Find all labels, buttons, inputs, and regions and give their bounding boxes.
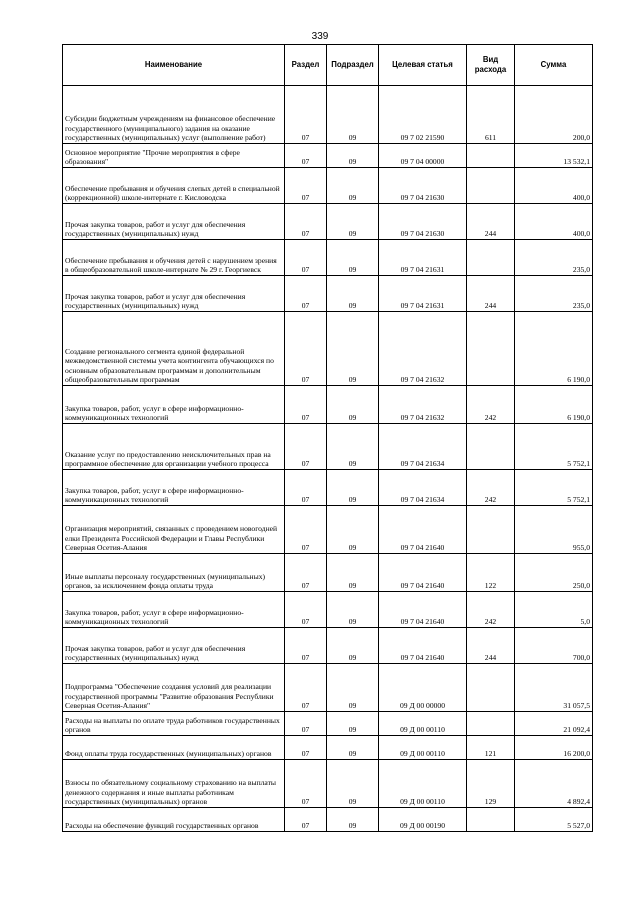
row-subsection: 09: [327, 470, 379, 506]
table-row: [63, 386, 593, 424]
row-name: Расходы на выплаты по оплате труда работников государственных органов: [63, 712, 285, 736]
row-name: Фонд оплаты труда государственных (муниципальных) органов: [63, 736, 285, 760]
row-subsection: 09: [327, 712, 379, 736]
row-target-article: 09 7 04 21630: [379, 204, 467, 240]
row-target-article: 09 7 02 21590: [379, 86, 467, 144]
row-amount: 13 532,1: [515, 144, 593, 168]
page-number: 339: [311, 31, 329, 42]
row-amount: 4 892,4: [515, 760, 593, 808]
row-name: Подпрограмма "Обеспечение создания условий для реализации государственной программы "Развитие образования Республики Северная Осетия-Алания": [63, 664, 285, 712]
row-section: 07: [285, 712, 327, 736]
row-amount: 235,0: [515, 240, 593, 276]
row-name: Основное мероприятие "Прочие мероприятия в сфере образования": [63, 144, 285, 168]
row-section: 07: [285, 386, 327, 424]
row-name: Иные выплаты персоналу государственных (муниципальных) органов, за исключением фонда оплаты труда: [63, 554, 285, 592]
header-expense-type: Вид расхода: [467, 45, 515, 86]
row-section: 07: [285, 664, 327, 712]
row-name: Взносы по обязательному социальному страхованию на выплаты денежного содержания и иные выплаты работникам государственных (муниципальных) органов: [63, 760, 285, 808]
row-subsection: 09: [327, 204, 379, 240]
row-name: Создание регионального сегмента единой федеральной межведомственной системы учета контингента обучающихся по основным образовательным программам и дополнительным общеобразовательным программам: [63, 312, 285, 386]
row-amount: 250,0: [515, 554, 593, 592]
row-section: 07: [285, 808, 327, 832]
row-expense-type: 122: [467, 554, 515, 592]
row-amount: 955,0: [515, 506, 593, 554]
row-subsection: 09: [327, 168, 379, 204]
table-row: [63, 592, 593, 628]
row-section: 07: [285, 760, 327, 808]
row-target-article: 09 7 04 21632: [379, 386, 467, 424]
row-target-article: 09 Д 00 00110: [379, 712, 467, 736]
row-expense-type: 244: [467, 204, 515, 240]
row-amount: 700,0: [515, 628, 593, 664]
row-name: Прочая закупка товаров, работ и услуг для обеспечения государственных (муниципальных) нужд: [63, 276, 285, 312]
table-row: [63, 712, 593, 736]
row-subsection: 09: [327, 760, 379, 808]
row-section: 07: [285, 628, 327, 664]
row-target-article: 09 Д 00 00110: [379, 760, 467, 808]
row-expense-type: [467, 312, 515, 386]
row-subsection: 09: [327, 736, 379, 760]
row-subsection: 09: [327, 144, 379, 168]
row-name: Закупка товаров, работ, услуг в сфере информационно-коммуникационных технологий: [63, 386, 285, 424]
row-amount: 5 752,1: [515, 424, 593, 470]
row-expense-type: [467, 808, 515, 832]
row-subsection: 09: [327, 554, 379, 592]
row-amount: 16 200,0: [515, 736, 593, 760]
table-row: [63, 506, 593, 554]
row-section: 07: [285, 168, 327, 204]
row-target-article: 09 7 04 21631: [379, 240, 467, 276]
row-target-article: 09 Д 00 00190: [379, 808, 467, 832]
row-expense-type: 121: [467, 736, 515, 760]
row-amount: 5,0: [515, 592, 593, 628]
row-expense-type: [467, 168, 515, 204]
row-name: Субсидии бюджетным учреждениям на финансовое обеспечение государственного (муниципального) задания на оказание государственных (муниципальных) услуг (выполнение работ): [63, 86, 285, 144]
row-amount: 400,0: [515, 168, 593, 204]
header-target-article: Целевая статья: [379, 45, 467, 86]
row-target-article: 09 7 04 21631: [379, 276, 467, 312]
row-target-article: 09 7 04 21632: [379, 312, 467, 386]
row-amount: 21 092,4: [515, 712, 593, 736]
row-section: 07: [285, 276, 327, 312]
row-amount: 235,0: [515, 276, 593, 312]
table-row: [63, 86, 593, 144]
row-section: 07: [285, 554, 327, 592]
table-row: [63, 628, 593, 664]
table-row: [63, 276, 593, 312]
row-expense-type: [467, 240, 515, 276]
row-amount: 6 190,0: [515, 312, 593, 386]
row-target-article: 09 7 04 21630: [379, 168, 467, 204]
row-target-article: 09 7 04 21640: [379, 628, 467, 664]
table-row: [63, 240, 593, 276]
row-expense-type: 611: [467, 86, 515, 144]
row-name: Закупка товаров, работ, услуг в сфере информационно-коммуникационных технологий: [63, 470, 285, 506]
row-target-article: 09 7 04 21640: [379, 506, 467, 554]
table-header-row: [63, 45, 593, 86]
table-row: [63, 554, 593, 592]
header-amount: Сумма: [515, 45, 593, 86]
row-target-article: 09 7 04 21640: [379, 554, 467, 592]
row-section: 07: [285, 144, 327, 168]
row-amount: 200,0: [515, 86, 593, 144]
row-subsection: 09: [327, 664, 379, 712]
row-target-article: 09 Д 00 00000: [379, 664, 467, 712]
table-row: [63, 470, 593, 506]
row-section: 07: [285, 592, 327, 628]
budget-table: [62, 44, 593, 832]
row-section: 07: [285, 312, 327, 386]
row-section: 07: [285, 240, 327, 276]
table-row: [63, 144, 593, 168]
row-section: 07: [285, 424, 327, 470]
row-amount: 5 527,0: [515, 808, 593, 832]
header-subsection: Подраздел: [327, 45, 379, 86]
row-section: 07: [285, 470, 327, 506]
row-name: Обеспечение пребывания и обучения слепых детей в специальной (коррекционной) школе-интернате г. Кисловодска: [63, 168, 285, 204]
row-expense-type: 244: [467, 628, 515, 664]
row-name: Прочая закупка товаров, работ и услуг для обеспечения государственных (муниципальных) нужд: [63, 204, 285, 240]
row-subsection: 09: [327, 276, 379, 312]
row-expense-type: 242: [467, 470, 515, 506]
row-target-article: 09 7 04 21634: [379, 470, 467, 506]
table-row: [63, 664, 593, 712]
row-subsection: 09: [327, 240, 379, 276]
row-subsection: 09: [327, 424, 379, 470]
row-name: Оказание услуг по предоставлению неисключительных прав на программное обеспечение для организации учебного процесса: [63, 424, 285, 470]
row-expense-type: [467, 712, 515, 736]
row-amount: 5 752,1: [515, 470, 593, 506]
row-expense-type: 242: [467, 386, 515, 424]
row-amount: 31 057,5: [515, 664, 593, 712]
table-row: [63, 760, 593, 808]
row-subsection: 09: [327, 386, 379, 424]
table-row: [63, 312, 593, 386]
row-amount: 400,0: [515, 204, 593, 240]
row-expense-type: 244: [467, 276, 515, 312]
row-subsection: 09: [327, 506, 379, 554]
row-section: 07: [285, 506, 327, 554]
row-expense-type: [467, 506, 515, 554]
row-amount: 6 190,0: [515, 386, 593, 424]
table-row: [63, 736, 593, 760]
row-name: Прочая закупка товаров, работ и услуг для обеспечения государственных (муниципальных) нужд: [63, 628, 285, 664]
row-expense-type: [467, 424, 515, 470]
row-name: Расходы на обеспечение функций государственных органов: [63, 808, 285, 832]
row-target-article: 09 7 04 21634: [379, 424, 467, 470]
table-row: [63, 424, 593, 470]
row-subsection: 09: [327, 592, 379, 628]
row-section: 07: [285, 204, 327, 240]
row-subsection: 09: [327, 86, 379, 144]
row-target-article: 09 7 04 21640: [379, 592, 467, 628]
row-name: Закупка товаров, работ, услуг в сфере информационно-коммуникационных технологий: [63, 592, 285, 628]
row-target-article: 09 Д 00 00110: [379, 736, 467, 760]
row-expense-type: [467, 664, 515, 712]
table-row: [63, 168, 593, 204]
row-target-article: 09 7 04 00000: [379, 144, 467, 168]
row-subsection: 09: [327, 628, 379, 664]
row-name: Организация мероприятий, связанных с проведением новогодней елки Президента Российской Федерации и Главы Республики Северная Осетия-Алания: [63, 506, 285, 554]
header-section: Раздел: [285, 45, 327, 86]
row-expense-type: 242: [467, 592, 515, 628]
row-subsection: 09: [327, 808, 379, 832]
row-name: Обеспечение пребывания и обучения детей с нарушением зрения в общеобразовательной школе-интернате № 29 г. Георгиевск: [63, 240, 285, 276]
row-section: 07: [285, 736, 327, 760]
table-row: [63, 204, 593, 240]
row-section: 07: [285, 86, 327, 144]
header-name: Наименование: [63, 45, 285, 86]
row-expense-type: [467, 144, 515, 168]
table-row: [63, 808, 593, 832]
row-expense-type: 129: [467, 760, 515, 808]
row-subsection: 09: [327, 312, 379, 386]
